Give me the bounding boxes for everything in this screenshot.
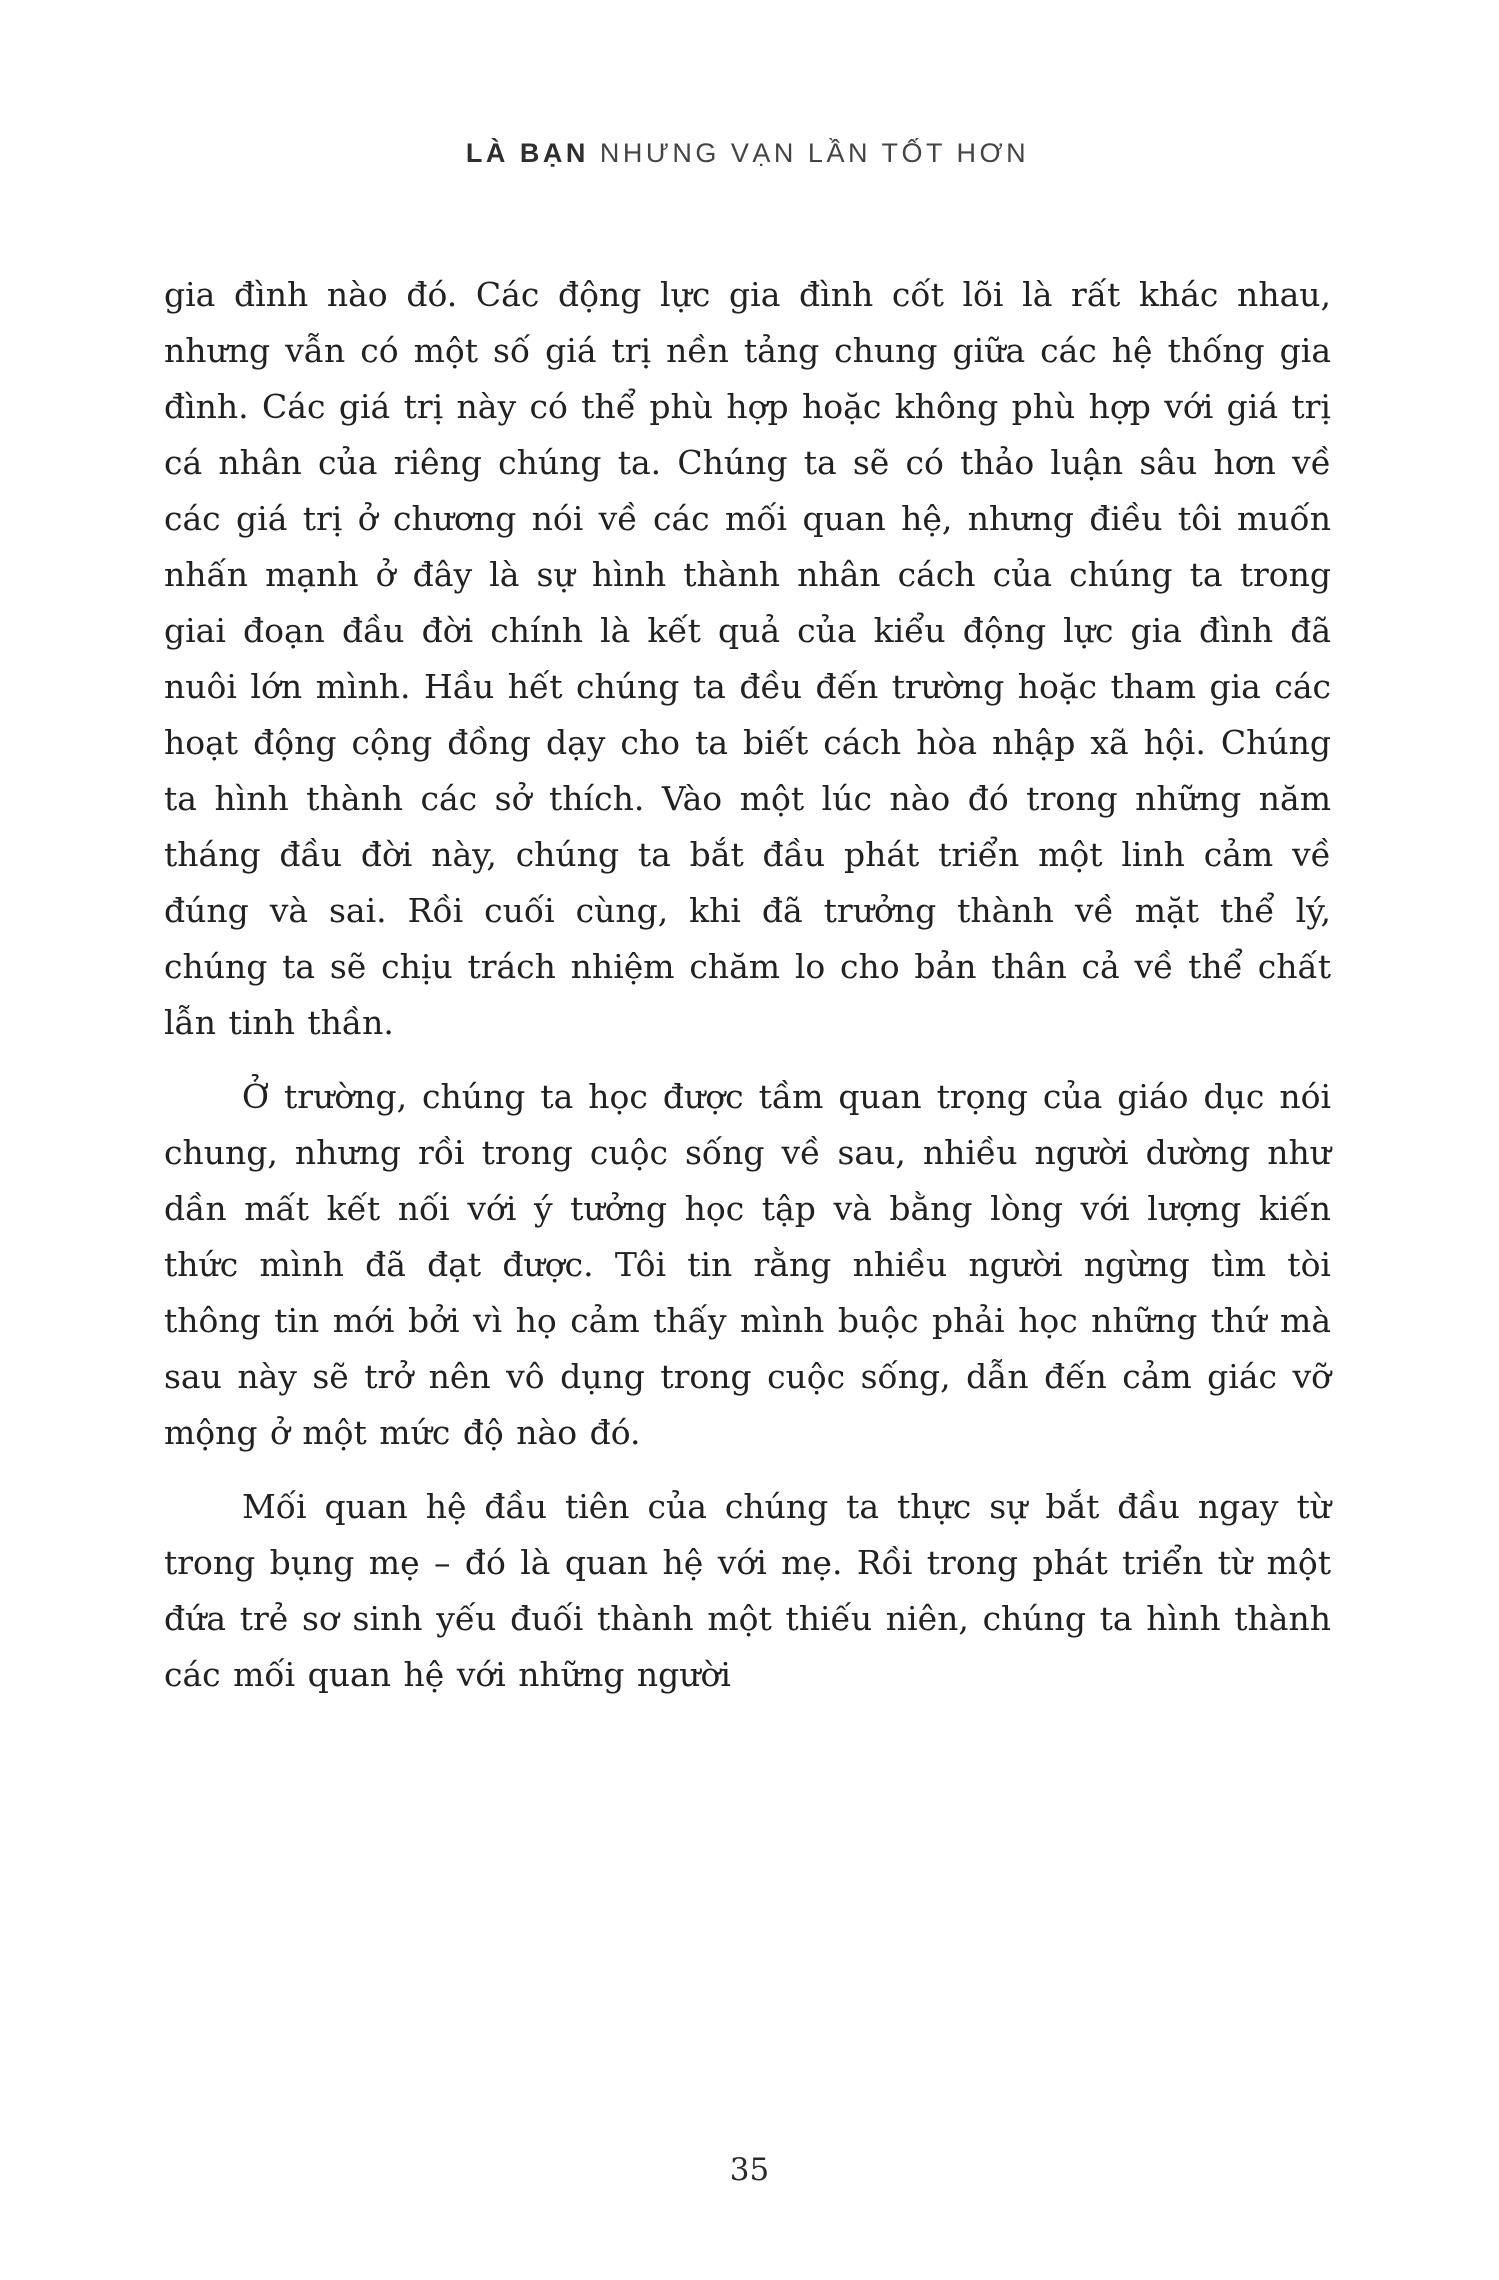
book-title-emphasis: LÀ BẠN [465, 138, 589, 168]
running-header [164, 138, 1331, 169]
page-number: 35 [729, 2152, 770, 2188]
paragraph-2: Ở trường, chúng ta học được tầm quan trọng của giáo dục nói chung, nhưng rồi trong cuộc sống về sau, nhiều người dường như dần mất kết nối với ý tưởng học tập và bằng lòng với lượng kiến thức mình đã đạt được. Tôi tin rằng nhiều người ngừng tìm tòi thông tin mới bởi vì họ cảm thấy mình buộc phải học những thứ mà sau này sẽ trở nên vô dụng trong cuộc sống, dẫn đến cảm giác vỡ mộng ở một mức độ nào đó. [164, 1077, 1331, 1452]
body-text [164, 267, 1331, 1703]
book-title-rest: NHƯNG VẠN LẦN TỐT HƠN [588, 138, 1030, 168]
paragraph-3: Mối quan hệ đầu tiên của chúng ta thực sự bắt đầu ngay từ trong bụng mẹ – đó là quan hệ với mẹ. Rồi trong phát triển từ một đứa trẻ sơ sinh yếu đuối thành một thiếu niên, chúng ta hình thành các mối quan hệ với những người [164, 1487, 1331, 1694]
paragraph-1: gia đình nào đó. Các động lực gia đình cốt lõi là rất khác nhau, nhưng vẫn có một số giá trị nền tảng chung giữa các hệ thống gia đình. Các giá trị này có thể phù hợp hoặc không phù hợp với giá trị cá nhân của riêng chúng ta. Chúng ta sẽ có thảo luận sâu hơn về các giá trị ở chương nói về các mối quan hệ, nhưng điều tôi muốn nhấn mạnh ở đây là sự hình thành nhân cách của chúng ta trong giai đoạn đầu đời chính là kết quả của kiểu động lực gia đình đã nuôi lớn mình. Hầu hết chúng ta đều đến trường hoặc tham gia các hoạt động cộng đồng dạy cho ta biết cách hòa nhập xã hội. Chúng ta hình thành các sở thích. Vào một lúc nào đó trong những năm tháng đầu đời này, chúng ta bắt đầu phát triển một linh cảm về đúng và sai. Rồi cuối cùng, khi đã trưởng thành về mặt thể lý, chúng ta sẽ chịu trách nhiệm chăm lo cho bản thân cả về thể chất lẫn tinh thần. [164, 275, 1331, 1042]
